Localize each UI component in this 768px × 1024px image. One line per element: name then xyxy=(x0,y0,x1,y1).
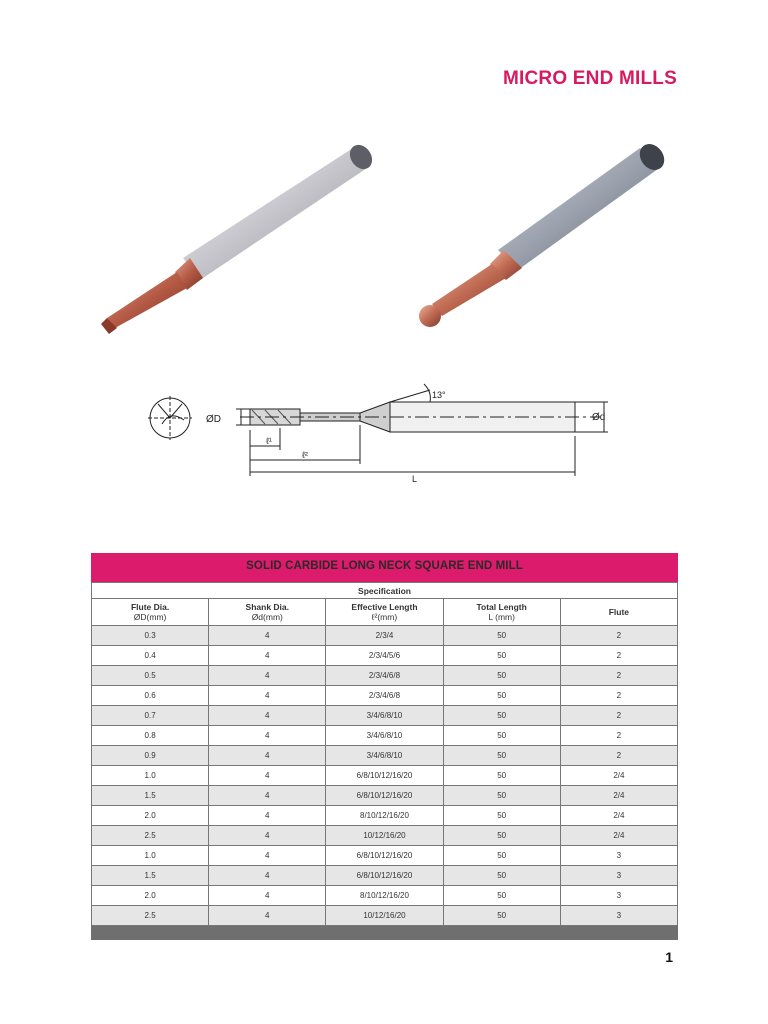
table-cell: 50 xyxy=(443,806,560,826)
col-flute xyxy=(560,599,677,626)
label-shank-dia: Ød xyxy=(592,412,606,423)
spec-grid xyxy=(91,582,678,926)
col-label: Effective Length xyxy=(351,602,418,612)
table-title: SOLID CARBIDE LONG NECK SQUARE END MILL xyxy=(91,553,678,580)
table-cell: 2/3/4/6/8 xyxy=(326,666,443,686)
table-cell: 50 xyxy=(443,726,560,746)
table-cell: 4 xyxy=(209,646,326,666)
table-cell: 4 xyxy=(209,866,326,886)
col-unit: ℓ²(mm) xyxy=(371,612,398,622)
table-row xyxy=(92,806,678,826)
table-cell: 4 xyxy=(209,806,326,826)
table-cell: 3 xyxy=(560,906,677,926)
table-cell: 50 xyxy=(443,906,560,926)
table-cell: 2/3/4/6/8 xyxy=(326,686,443,706)
table-row xyxy=(92,786,678,806)
table-cell: 0.8 xyxy=(92,726,209,746)
table-row xyxy=(92,666,678,686)
table-cell: 4 xyxy=(209,906,326,926)
table-cell: 2/3/4 xyxy=(326,626,443,646)
table-cell: 6/8/10/12/16/20 xyxy=(326,786,443,806)
ball-end-mill-photo xyxy=(400,140,680,335)
table-cell: 4 xyxy=(209,686,326,706)
table-cell: 4 xyxy=(209,886,326,906)
table-cell: 2/4 xyxy=(560,806,677,826)
table-cell: 50 xyxy=(443,866,560,886)
table-cell: 50 xyxy=(443,646,560,666)
table-cell: 50 xyxy=(443,666,560,686)
table-cell: 6/8/10/12/16/20 xyxy=(326,866,443,886)
table-cell: 1.5 xyxy=(92,786,209,806)
table-cell: 2 xyxy=(560,726,677,746)
page-title: MICRO END MILLS xyxy=(503,68,677,89)
table-row xyxy=(92,726,678,746)
table-cell: 2.5 xyxy=(92,826,209,846)
table-cell: 10/12/16/20 xyxy=(326,826,443,846)
table-cell: 50 xyxy=(443,846,560,866)
label-total-length: L xyxy=(412,474,418,484)
table-cell: 6/8/10/12/16/20 xyxy=(326,766,443,786)
col-unit: L (mm) xyxy=(488,612,515,622)
table-cell: 4 xyxy=(209,726,326,746)
col-label: Flute Dia. xyxy=(130,602,170,612)
table-cell: 2 xyxy=(560,706,677,726)
column-headers xyxy=(92,599,678,626)
table-cell: 4 xyxy=(209,666,326,686)
label-angle: 13° xyxy=(432,390,446,400)
table-cell: 50 xyxy=(443,626,560,646)
col-total-length xyxy=(443,599,560,626)
col-unit: ØD(mm) xyxy=(133,612,167,622)
table-cell: 10/12/16/20 xyxy=(326,906,443,926)
table-cell: 2/4 xyxy=(560,826,677,846)
table-cell: 2 xyxy=(560,746,677,766)
col-flute-dia xyxy=(92,599,209,626)
col-label: Total Length xyxy=(476,602,527,612)
table-cell: 4 xyxy=(209,766,326,786)
table-row xyxy=(92,866,678,886)
table-cell: 2 xyxy=(560,646,677,666)
table-row xyxy=(92,746,678,766)
table-cell: 0.9 xyxy=(92,746,209,766)
table-cell: 4 xyxy=(209,746,326,766)
spec-table xyxy=(91,553,678,940)
square-end-mill-photo xyxy=(95,140,385,335)
label-flute-dia: ØD xyxy=(206,414,221,425)
table-cell: 2.5 xyxy=(92,906,209,926)
table-cell: 3/4/6/8/10 xyxy=(326,726,443,746)
label-l1: ℓ¹ xyxy=(266,436,272,446)
table-cell: 50 xyxy=(443,786,560,806)
table-row xyxy=(92,646,678,666)
table-cell: 8/10/12/16/20 xyxy=(326,886,443,906)
table-cell: 2.0 xyxy=(92,886,209,906)
table-row xyxy=(92,826,678,846)
table-cell: 0.5 xyxy=(92,666,209,686)
table-cell: 3/4/6/8/10 xyxy=(326,746,443,766)
page-number: 1 xyxy=(665,949,673,965)
col-shank-dia xyxy=(209,599,326,626)
table-row xyxy=(92,886,678,906)
spec-label: Specification xyxy=(92,583,678,599)
table-cell: 2/4 xyxy=(560,766,677,786)
table-cell: 2 xyxy=(560,666,677,686)
table-cell: 4 xyxy=(209,626,326,646)
col-unit: Ød(mm) xyxy=(251,612,283,622)
table-cell: 3 xyxy=(560,846,677,866)
table-cell: 4 xyxy=(209,846,326,866)
table-cell: 2.0 xyxy=(92,806,209,826)
table-cell: 0.4 xyxy=(92,646,209,666)
table-cell: 50 xyxy=(443,826,560,846)
table-cell: 0.6 xyxy=(92,686,209,706)
table-cell: 4 xyxy=(209,786,326,806)
table-cell: 1.0 xyxy=(92,846,209,866)
table-cell: 50 xyxy=(443,706,560,726)
table-cell: 50 xyxy=(443,886,560,906)
table-cell: 2/4 xyxy=(560,786,677,806)
table-cell: 4 xyxy=(209,706,326,726)
table-row xyxy=(92,846,678,866)
col-effective-length xyxy=(326,599,443,626)
table-cell: 2/3/4/5/6 xyxy=(326,646,443,666)
table-cell: 50 xyxy=(443,766,560,786)
table-cell: 2 xyxy=(560,686,677,706)
table-cell: 0.3 xyxy=(92,626,209,646)
table-row xyxy=(92,626,678,646)
label-l2: ℓ² xyxy=(302,450,308,460)
technical-drawing xyxy=(140,380,640,490)
table-cell: 1.5 xyxy=(92,866,209,886)
table-cell: 50 xyxy=(443,686,560,706)
table-cell: 2 xyxy=(560,626,677,646)
table-footer-bar xyxy=(91,926,678,940)
table-row xyxy=(92,906,678,926)
table-row xyxy=(92,686,678,706)
table-cell: 1.0 xyxy=(92,766,209,786)
table-cell: 3 xyxy=(560,886,677,906)
table-row xyxy=(92,766,678,786)
table-cell: 6/8/10/12/16/20 xyxy=(326,846,443,866)
table-cell: 0.7 xyxy=(92,706,209,726)
table-cell: 50 xyxy=(443,746,560,766)
table-cell: 3/4/6/8/10 xyxy=(326,706,443,726)
table-cell: 3 xyxy=(560,866,677,886)
table-cell: 4 xyxy=(209,826,326,846)
col-label: Shank Dia. xyxy=(245,602,290,612)
col-label: Flute xyxy=(608,607,630,617)
table-row xyxy=(92,706,678,726)
table-cell: 8/10/12/16/20 xyxy=(326,806,443,826)
